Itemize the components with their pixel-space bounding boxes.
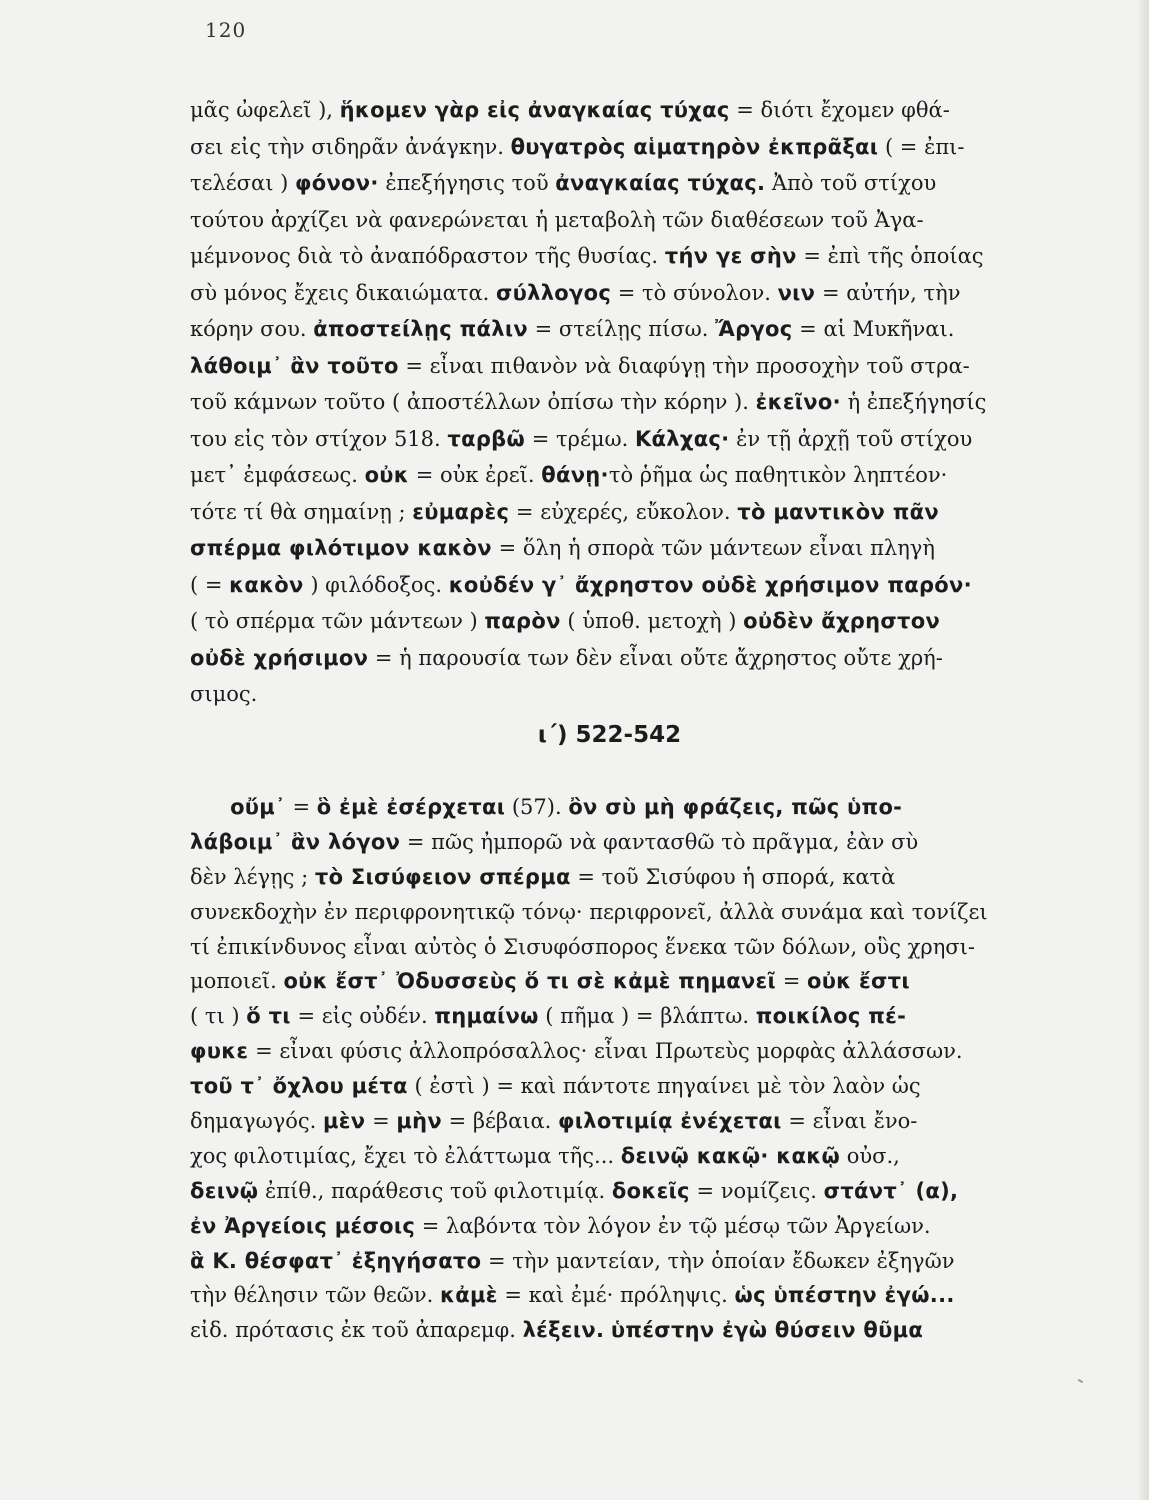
lemma-bold: ταρβῶ: [447, 426, 526, 451]
lemma-bold: θάνῃ·: [541, 463, 609, 487]
gloss-text: κόρην σου.: [190, 317, 314, 341]
lemma-bold: φιλοτιμίᾳ ἐνέχεται: [558, 1109, 782, 1134]
gloss-text: = τοῦ Σισύφου ἡ σπορά, κατὰ: [570, 864, 896, 889]
text-line: [190, 530, 1040, 567]
gloss-text: σὺ μόνος ἔχεις δικαιώματα.: [190, 280, 496, 305]
gloss-text: = αἱ Μυκῆναι.: [792, 317, 955, 341]
text-line: [190, 1209, 1040, 1244]
text-line: [190, 860, 1040, 895]
text-line: [190, 494, 1040, 531]
gloss-text: =: [776, 969, 807, 994]
lemma-bold: μὲν: [323, 1109, 366, 1134]
gloss-text: = αὐτήν, τὴν: [815, 280, 961, 305]
scan-speck: [1078, 1379, 1083, 1383]
text-line: [190, 930, 1040, 965]
gloss-text: ( τὸ σπέρμα τῶν μάντεων ): [190, 609, 485, 633]
lemma-bold: στάντ᾽ (α),: [823, 1178, 959, 1203]
gloss-text: = τρέμω.: [525, 426, 635, 451]
gloss-text: [190, 795, 230, 819]
gloss-text: δημαγωγός.: [190, 1109, 324, 1134]
lemma-bold: ἥκομεν γὰρ εἰς ἀναγκαίας τύχας: [339, 98, 730, 122]
gloss-text: ( ὑποθ. μετοχὴ ): [560, 609, 744, 633]
gloss-text: = τὸ σύνολον.: [611, 280, 778, 305]
lemma-bold: κακὸν: [229, 572, 304, 597]
lemma-bold: πημαίνω: [434, 1004, 539, 1029]
gloss-text: = νομίζεις.: [689, 1178, 824, 1203]
lemma-bold: λάθοιμ᾽ ἂν τοῦτο: [190, 353, 399, 378]
gloss-text: = διότι ἔχομεν φθά-: [729, 98, 950, 122]
text-line: [190, 457, 1040, 494]
gloss-text: τοῦ κάμνων τοῦτο ( ἀποστέλλων ὀπίσω τὴν κόρην ).: [190, 390, 756, 414]
gloss-text: = ἡ παρουσία των δὲν εἶναι οὔτε ἄχρηστος οὔτε χρή-: [368, 645, 943, 670]
text-line: [190, 1034, 1040, 1069]
text-line: [190, 1104, 1040, 1139]
text-line: [190, 1174, 1040, 1209]
lemma-bold: κἀμὲ: [440, 1283, 498, 1308]
gloss-text: = βέβαια.: [441, 1109, 559, 1134]
lemma-bold: παρὸν: [484, 609, 561, 633]
gloss-text: = καὶ ἐμέ· πρόληψις.: [497, 1283, 735, 1308]
gloss-text: τελέσαι ): [190, 171, 295, 195]
lemma-bold: μὴν: [396, 1109, 442, 1134]
gloss-text: = τὴν μαντείαν, τὴν ὁποίαν ἔδωκεν ἐξηγῶν: [481, 1248, 955, 1273]
gloss-text: [604, 1318, 611, 1342]
text-line: [190, 567, 1040, 604]
commentary-paragraph-1: [190, 92, 1040, 713]
page-number: 120: [205, 18, 247, 42]
lemma-bold: ἐν Ἀργείοις μέσοις: [190, 1213, 416, 1238]
gloss-text: Ἀπὸ τοῦ στίχου: [765, 171, 937, 195]
gloss-text: = ἐπὶ τῆς ὁποίας: [796, 244, 984, 268]
gloss-text: μετ᾽ ἐμφάσεως.: [190, 463, 365, 487]
text-line: [190, 202, 1040, 239]
gloss-text: εἰδ. πρότασις ἐκ τοῦ ἀπαρεμφ.: [190, 1318, 523, 1343]
lemma-bold: ὅ τι: [246, 1004, 291, 1029]
text-line: [190, 1139, 1040, 1174]
gloss-text: τὴν θέλησιν τῶν θεῶν.: [190, 1283, 441, 1308]
lemma-bold: κοὐδέν γ᾽ ἄχρηστον οὐδὲ χρήσιμον παρόν·: [448, 572, 972, 597]
lemma-bold: οὐκ ἔστ᾽ Ὀδυσσεὺς ὅ τι σὲ κἀμὲ πημανεῖ: [283, 969, 777, 994]
gloss-text: = πῶς ἠμπορῶ νὰ φαντασθῶ τὸ πρᾶγμα, ἐὰν σὺ: [400, 829, 919, 854]
text-line: [190, 603, 1040, 640]
text-line: [190, 92, 1040, 129]
text-line: [190, 275, 1040, 312]
gloss-text: ( ἐστὶ ) = καὶ πάντοτε πηγαίνει μὲ τὸν λαὸν ὡς: [407, 1074, 921, 1099]
gloss-text: ἡ ἐπεξήγησίς: [840, 390, 987, 414]
gloss-text: τί ἐπικίνδυνος εἶναι αὐτὸς ὁ Σισυφόσπορος ἕνεκα τῶν δόλων, οὓς χρησι-: [190, 934, 975, 959]
gloss-text: = εἶναι ἔνο-: [781, 1109, 918, 1134]
lemma-bold: οὔμ᾽: [230, 795, 286, 819]
lemma-bold: νιν: [777, 280, 816, 305]
gloss-text: =: [285, 795, 317, 819]
text-line: [190, 1069, 1040, 1104]
gloss-text: τούτου ἀρχίζει νὰ φανερώνεται ἡ μεταβολὴ τῶν διαθέσεων τοῦ Ἀγα-: [190, 207, 924, 232]
gloss-text: ( =: [190, 572, 230, 597]
section-heading: ι΄) 522-542: [537, 722, 682, 748]
lemma-bold: τὸ Σισύφειον σπέρμα: [314, 864, 571, 889]
lemma-bold: ἀναγκαίας τύχας.: [555, 171, 766, 195]
gloss-text: ἐπεξήγησις τοῦ: [378, 171, 556, 195]
lemma-bold: φυκε: [190, 1039, 249, 1064]
text-line: [190, 640, 1040, 677]
lemma-bold: οὐδὲν ἄχρηστον: [743, 609, 941, 633]
text-line: [190, 964, 1040, 999]
gloss-text: τὸ ῥῆμα ὡς παθητικὸν ληπτέον·: [608, 463, 948, 487]
text-line: [190, 1278, 1040, 1313]
lemma-bold: δοκεῖς: [611, 1178, 690, 1203]
gloss-text: μοποιεῖ.: [190, 969, 284, 994]
lemma-bold: Ἄργος: [715, 317, 793, 341]
gloss-text: ( τι ): [190, 1004, 247, 1029]
text-line: [190, 129, 1040, 166]
gloss-text: = εἶναι πιθανὸν νὰ διαφύγῃ τὴν προσοχὴν τοῦ στρα-: [398, 353, 970, 378]
lemma-bold: ἃ Κ. θέσφατ᾽ ἐξηγήσατο: [190, 1248, 482, 1273]
lemma-bold: Κάλχας·: [634, 426, 730, 451]
lemma-bold: σπέρμα φιλότιμον κακὸν: [190, 536, 492, 560]
text-line: [190, 384, 1040, 421]
lemma-bold: οὐδὲ χρήσιμον: [190, 645, 369, 670]
gloss-text: του εἰς τὸν στίχον 518.: [190, 426, 448, 451]
gloss-text: μᾶς ὠφελεῖ ),: [190, 98, 340, 122]
text-line: [190, 311, 1040, 348]
gloss-text: ἐν τῇ ἀρχῇ τοῦ στίχου: [729, 426, 973, 451]
lemma-bold: τήν γε σὴν: [664, 244, 797, 268]
text-line: [190, 165, 1040, 202]
gloss-text: = λαβόντα τὸν λόγον ἐν τῷ μέσῳ τῶν Ἀργείων.: [415, 1213, 931, 1238]
lemma-bold: ὑπέστην ἐγὼ θύσειν θῦμα: [610, 1318, 924, 1343]
text-line: [190, 1313, 1040, 1348]
gloss-text: χος φιλοτιμίας, ἔχει τὸ ἐλάττωμα τῆς...: [190, 1143, 621, 1168]
lemma-bold: ἀποστείλῃς πάλιν: [313, 317, 528, 341]
text-line: [190, 1244, 1040, 1279]
gloss-text: ἐπίθ., παράθεσις τοῦ φιλοτιμίᾳ.: [258, 1178, 612, 1203]
gloss-text: συνεκδοχὴν ἐν περιφρονητικῷ τόνῳ· περιφρονεῖ, ἀλλὰ συνάμα καὶ τονίζει: [190, 899, 988, 924]
lemma-bold: ὂν σὺ μὴ φράζεις, πῶς ὑπο-: [568, 795, 903, 819]
page-edge: [1137, 0, 1149, 1500]
commentary-paragraph-2: [190, 790, 1040, 1348]
gloss-text: οὐσ.,: [840, 1143, 900, 1168]
gloss-text: =: [365, 1109, 397, 1134]
gloss-text: = εἰς οὐδέν.: [290, 1004, 435, 1029]
lemma-bold: ὃ ἐμὲ ἐσέρχεται: [316, 795, 506, 819]
gloss-text: σιμος.: [190, 682, 258, 706]
lemma-bold: οὐκ: [364, 463, 410, 487]
gloss-text: = στείλῃς πίσω.: [527, 317, 716, 341]
lemma-bold: οὐκ ἔστι: [806, 969, 910, 994]
lemma-bold: σύλλογος: [495, 280, 612, 305]
gloss-text: = εἶναι φύσις ἀλλοπρόσαλλος· εἶναι Πρωτεὺς μορφὰς ἀλλάσσων.: [248, 1039, 963, 1064]
lemma-bold: θυγατρὸς αἱματηρὸν ἐκπρᾶξαι: [510, 134, 879, 159]
lemma-bold: δεινῷ κακῷ· κακῷ: [620, 1143, 841, 1168]
lemma-bold: δεινῷ: [190, 1178, 259, 1203]
gloss-text: τότε τί θὰ σημαίνῃ ;: [190, 499, 413, 524]
gloss-text: = ὅλη ἡ σπορὰ τῶν μάντεων εἶναι πληγὴ: [491, 536, 935, 560]
text-line: [190, 895, 1040, 930]
text-line: [190, 999, 1040, 1034]
lemma-bold: ἐκεῖνο·: [755, 390, 841, 414]
gloss-text: ( πῆμα ) = βλάπτω.: [538, 1004, 756, 1029]
gloss-text: σει εἰς τὴν σιδηρᾶν ἀνάγκην.: [190, 134, 511, 159]
lemma-bold: λέξειν.: [522, 1318, 605, 1343]
gloss-text: ) φιλόδοξος.: [303, 572, 449, 597]
gloss-text: μέμνονος διὰ τὸ ἀναπόδραστον τῆς θυσίας.: [190, 244, 665, 268]
text-line: [190, 348, 1040, 385]
lemma-bold: τοῦ τ᾽ ὄχλου μέτα: [190, 1074, 408, 1099]
gloss-text: δὲν λέγῃς ;: [190, 864, 315, 889]
gloss-text: = εὐχερές, εὔκολον.: [509, 499, 738, 524]
lemma-bold: φόνον·: [294, 171, 379, 195]
lemma-bold: ὡς ὑπέστην ἐγώ...: [734, 1283, 955, 1308]
lemma-bold: τὸ μαντικὸν πᾶν: [737, 499, 939, 524]
lemma-bold: λάβοιμ᾽ ἂν λόγον: [190, 829, 401, 854]
text-line: [190, 238, 1040, 275]
text-line: [190, 825, 1040, 860]
text-line: [190, 676, 1040, 713]
text-line: [190, 790, 1040, 825]
gloss-text: ( = ἐπι-: [878, 134, 965, 159]
gloss-text: (57).: [505, 795, 569, 819]
text-line: [190, 421, 1040, 458]
gloss-text: = οὐκ ἐρεῖ.: [409, 463, 542, 487]
lemma-bold: εὐμαρὲς: [412, 499, 510, 524]
lemma-bold: ποικίλος πέ-: [755, 1004, 907, 1029]
